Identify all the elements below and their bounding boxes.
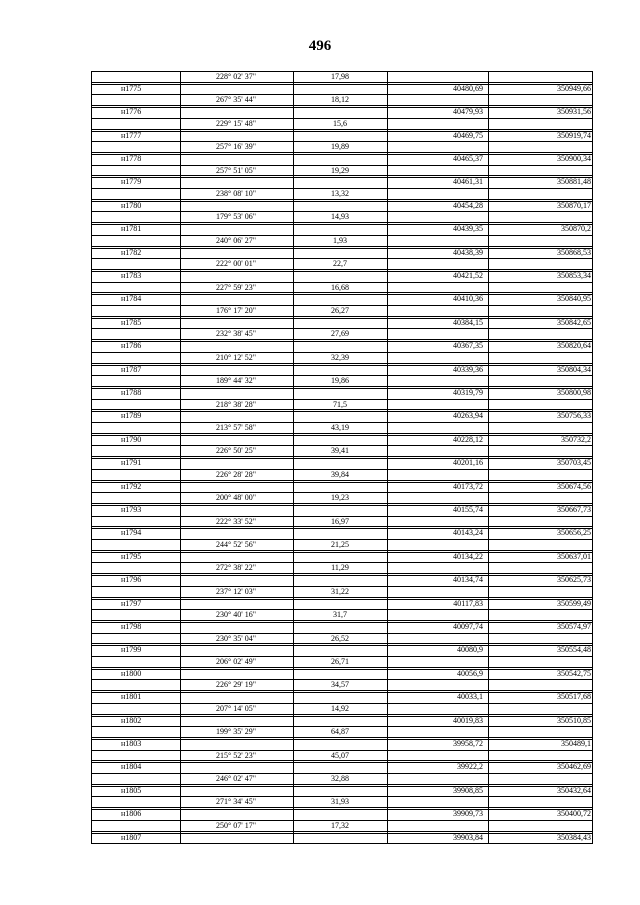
point-name: н1799 xyxy=(121,645,142,655)
point-name: н1801 xyxy=(121,692,142,702)
table-row-border xyxy=(91,690,593,693)
segment-distance: 14,92 xyxy=(331,703,349,713)
bearing-angle: 250° 07' 17" xyxy=(216,820,256,830)
table-row-border xyxy=(91,539,593,540)
table-row-border xyxy=(91,480,593,483)
bearing-angle: 267° 35' 44" xyxy=(216,95,256,105)
point-x-coordinate: 39909,73 xyxy=(453,809,483,819)
point-name: н1797 xyxy=(121,598,142,608)
bearing-angle: 232° 38' 45" xyxy=(216,329,256,339)
segment-distance: 16,97 xyxy=(331,516,349,526)
bearing-angle: 215° 52' 23" xyxy=(216,750,256,760)
bearing-angle: 176° 17' 20" xyxy=(216,306,256,315)
table-row-border xyxy=(91,586,593,587)
bearing-angle: 213° 57' 58" xyxy=(216,423,256,432)
table-row-border xyxy=(91,456,593,459)
point-x-coordinate: 40410,36 xyxy=(453,294,483,304)
point-y-coordinate: 350554,48 xyxy=(557,645,591,655)
point-x-coordinate: 40461,31 xyxy=(453,177,483,187)
coordinates-table xyxy=(91,71,593,843)
bearing-angle: 189° 44' 32" xyxy=(216,376,256,386)
table-row-border xyxy=(91,445,593,446)
bearing-angle: 230° 35' 04" xyxy=(216,633,256,643)
point-y-coordinate: 350625,73 xyxy=(557,575,591,585)
bearing-angle: 240° 06' 27" xyxy=(216,235,256,245)
point-x-coordinate: 40080,9 xyxy=(457,645,483,655)
table-row-border xyxy=(91,165,593,166)
bearing-angle: 237° 12' 03" xyxy=(216,586,256,596)
point-name: н1782 xyxy=(121,247,142,257)
table-row-border xyxy=(91,386,593,389)
table-row-border xyxy=(91,573,593,576)
point-y-coordinate: 350517,68 xyxy=(557,692,591,702)
table-row-border xyxy=(91,152,593,155)
table-row-border xyxy=(91,282,593,283)
point-y-coordinate: 350870,17 xyxy=(557,200,591,210)
bearing-angle: 238° 08' 10" xyxy=(216,189,256,198)
table-row-border xyxy=(91,94,593,95)
segment-distance: 31,93 xyxy=(331,797,349,807)
table-row-border xyxy=(91,550,593,553)
table-row-border xyxy=(91,503,593,506)
point-y-coordinate: 350853,34 xyxy=(557,270,591,280)
point-name: н1802 xyxy=(121,715,142,725)
point-x-coordinate: 40143,24 xyxy=(453,528,483,538)
point-x-coordinate: 40097,74 xyxy=(453,621,483,631)
table-row-border xyxy=(91,562,593,563)
point-x-coordinate: 39903,84 xyxy=(453,832,483,842)
point-y-coordinate: 350656,25 xyxy=(557,528,591,538)
bearing-angle: 218° 38' 28" xyxy=(216,399,256,409)
segment-distance: 26,27 xyxy=(331,306,349,315)
point-x-coordinate: 40367,35 xyxy=(453,341,483,351)
table-row-border xyxy=(91,328,593,329)
point-y-coordinate: 350800,98 xyxy=(557,387,591,397)
point-x-coordinate: 40454,28 xyxy=(453,200,483,210)
table-row-border xyxy=(91,526,593,529)
table-row-border xyxy=(91,633,593,634)
segment-distance: 11,29 xyxy=(331,563,349,573)
segment-distance: 31,7 xyxy=(333,610,347,620)
segment-distance: 19,89 xyxy=(331,142,349,152)
point-x-coordinate: 40465,37 xyxy=(453,153,483,163)
bearing-angle: 179° 53' 06" xyxy=(216,212,256,222)
table-row-border xyxy=(91,235,593,236)
table-row-border xyxy=(91,433,593,436)
point-x-coordinate: 40155,74 xyxy=(453,504,483,514)
point-x-coordinate: 40421,52 xyxy=(453,270,483,280)
bearing-angle: 257° 16' 39" xyxy=(216,142,256,152)
table-row-border xyxy=(91,643,593,646)
table-row-border xyxy=(91,305,593,306)
bearing-angle: 229° 15' 48" xyxy=(216,118,256,128)
point-name: н1781 xyxy=(121,224,142,234)
point-y-coordinate: 350542,75 xyxy=(557,668,591,678)
bearing-angle: 226° 50' 25" xyxy=(216,446,256,456)
point-y-coordinate: 350667,73 xyxy=(557,504,591,514)
point-x-coordinate: 40019,83 xyxy=(453,715,483,725)
point-name: н1793 xyxy=(121,504,142,514)
bearing-angle: 200° 48' 00" xyxy=(216,493,256,503)
segment-distance: 16,68 xyxy=(331,282,349,292)
point-name: н1788 xyxy=(121,387,142,397)
point-name: н1789 xyxy=(121,411,142,421)
point-name: н1779 xyxy=(121,177,142,187)
segment-distance: 43,19 xyxy=(331,423,349,432)
table-row-border xyxy=(91,352,593,353)
point-name: н1776 xyxy=(121,107,142,117)
page-number: 496 xyxy=(308,38,332,54)
point-y-coordinate: 350881,48 xyxy=(557,177,591,187)
segment-distance: 45,07 xyxy=(331,750,349,760)
segment-distance: 26,71 xyxy=(331,657,349,666)
point-x-coordinate: 40201,16 xyxy=(453,458,483,468)
segment-distance: 19,23 xyxy=(331,493,349,503)
table-row-border xyxy=(91,750,593,751)
bearing-angle: 226° 28' 28" xyxy=(216,469,256,479)
point-y-coordinate: 350462,69 xyxy=(557,762,591,772)
bearing-angle: 199° 35' 29" xyxy=(216,727,256,737)
table-row-border xyxy=(91,679,593,680)
table-row-border xyxy=(91,199,593,202)
table-row-border xyxy=(91,620,593,623)
point-x-coordinate: 39922,2 xyxy=(457,762,483,772)
segment-distance: 1,93 xyxy=(333,235,347,245)
table-row-border xyxy=(91,737,593,740)
bearing-angle: 222° 00' 01" xyxy=(216,259,256,269)
point-y-coordinate: 350870,2 xyxy=(561,224,591,234)
point-name: н1800 xyxy=(121,668,142,678)
point-x-coordinate: 40319,79 xyxy=(453,387,483,397)
point-y-coordinate: 350599,49 xyxy=(557,598,591,608)
point-name: н1790 xyxy=(121,434,142,444)
point-name: н1795 xyxy=(121,551,142,561)
point-y-coordinate: 350510,85 xyxy=(557,715,591,725)
table-row-border xyxy=(91,820,593,821)
bearing-angle: 207° 14' 05" xyxy=(216,703,256,713)
point-y-coordinate: 350919,74 xyxy=(557,130,591,140)
point-y-coordinate: 350840,95 xyxy=(557,294,591,304)
table-row-border xyxy=(91,409,593,412)
table-row-border xyxy=(91,796,593,797)
point-y-coordinate: 350489,1 xyxy=(561,738,591,748)
segment-distance: 27,69 xyxy=(331,329,349,339)
table-row-border xyxy=(91,597,593,600)
bearing-angle: 244° 52' 56" xyxy=(216,540,256,549)
bearing-angle: 228° 02' 37" xyxy=(216,72,256,81)
bearing-angle: 210° 12' 52" xyxy=(216,352,256,362)
segment-distance: 17,98 xyxy=(331,72,349,81)
table-row-border xyxy=(91,82,593,85)
point-name: н1775 xyxy=(121,83,142,93)
table-row-border xyxy=(91,773,593,774)
point-name: н1805 xyxy=(121,785,142,795)
table-row-border xyxy=(91,118,593,119)
table-row-border xyxy=(91,492,593,493)
table-row-border xyxy=(91,141,593,142)
point-name: н1798 xyxy=(121,621,142,631)
point-x-coordinate: 40384,15 xyxy=(453,317,483,327)
point-name: н1807 xyxy=(121,832,142,842)
point-x-coordinate: 40479,93 xyxy=(453,107,483,117)
segment-distance: 32,39 xyxy=(331,352,349,362)
point-y-coordinate: 350820,64 xyxy=(557,341,591,351)
point-y-coordinate: 350400,72 xyxy=(557,809,591,819)
table-row-border xyxy=(91,726,593,727)
segment-distance: 34,57 xyxy=(331,680,349,690)
point-y-coordinate: 350804,34 xyxy=(557,364,591,374)
segment-distance: 17,32 xyxy=(331,820,349,830)
point-y-coordinate: 350703,45 xyxy=(557,458,591,468)
point-x-coordinate: 40134,74 xyxy=(453,575,483,585)
point-y-coordinate: 350637,01 xyxy=(557,551,591,561)
bearing-angle: 222° 33' 52" xyxy=(216,516,256,526)
table-row-border xyxy=(91,469,593,470)
table-row-border xyxy=(91,656,593,657)
point-y-coordinate: 350384,43 xyxy=(557,832,591,842)
segment-distance: 15,6 xyxy=(333,118,347,128)
table-row-border xyxy=(91,703,593,704)
table-row-border xyxy=(91,843,593,844)
point-name: н1806 xyxy=(121,809,142,819)
table-row-border xyxy=(91,339,593,342)
point-x-coordinate: 40263,94 xyxy=(453,411,483,421)
segment-distance: 19,86 xyxy=(331,376,349,386)
segment-distance: 19,29 xyxy=(331,165,349,175)
bearing-angle: 271° 34' 45" xyxy=(216,797,256,807)
point-x-coordinate: 40438,39 xyxy=(453,247,483,257)
bearing-angle: 246° 02' 47" xyxy=(216,774,256,783)
segment-distance: 21,25 xyxy=(331,540,349,549)
point-x-coordinate: 40173,72 xyxy=(453,481,483,491)
point-name: н1783 xyxy=(121,270,142,280)
point-name: н1804 xyxy=(121,762,142,772)
table-row-border xyxy=(91,269,593,272)
point-x-coordinate: 40339,36 xyxy=(453,364,483,374)
table-row-border xyxy=(91,760,593,763)
point-name: н1787 xyxy=(121,364,142,374)
table-row-border xyxy=(91,258,593,259)
table-row-border xyxy=(91,363,593,366)
point-name: н1777 xyxy=(121,130,142,140)
point-name: н1791 xyxy=(121,458,142,468)
point-y-coordinate: 350732,2 xyxy=(561,434,591,444)
point-name: н1785 xyxy=(121,317,142,327)
table-row-border xyxy=(91,831,593,834)
point-name: н1792 xyxy=(121,481,142,491)
table-row-border xyxy=(91,246,593,249)
point-y-coordinate: 350900,34 xyxy=(557,153,591,163)
point-x-coordinate: 40480,69 xyxy=(453,83,483,93)
point-y-coordinate: 350432,64 xyxy=(557,785,591,795)
bearing-angle: 227° 59' 23" xyxy=(216,282,256,292)
segment-distance: 31,22 xyxy=(331,586,349,596)
table-row-border xyxy=(91,129,593,132)
point-name: н1778 xyxy=(121,153,142,163)
bearing-angle: 226° 29' 19" xyxy=(216,680,256,690)
table-row-border xyxy=(91,316,593,319)
segment-distance: 71,5 xyxy=(333,399,347,409)
table-row-border xyxy=(91,211,593,212)
point-x-coordinate: 39958,72 xyxy=(453,738,483,748)
point-y-coordinate: 350574,97 xyxy=(557,621,591,631)
table-row-border xyxy=(91,375,593,376)
segment-distance: 22,7 xyxy=(333,259,347,269)
point-x-coordinate: 40469,75 xyxy=(453,130,483,140)
table-row-border xyxy=(91,292,593,295)
point-y-coordinate: 350674,56 xyxy=(557,481,591,491)
segment-distance: 26,52 xyxy=(331,633,349,643)
bearing-angle: 257° 51' 05" xyxy=(216,165,256,175)
point-name: н1803 xyxy=(121,738,142,748)
point-name: н1780 xyxy=(121,200,142,210)
segment-distance: 64,87 xyxy=(331,727,349,737)
segment-distance: 32,88 xyxy=(331,774,349,783)
segment-distance: 14,93 xyxy=(331,212,349,222)
table-row-border xyxy=(91,105,593,108)
table-row-border xyxy=(91,422,593,423)
table-row-border xyxy=(91,188,593,189)
bearing-angle: 206° 02' 49" xyxy=(216,657,256,666)
table-row-border xyxy=(91,667,593,670)
point-name: н1784 xyxy=(121,294,142,304)
table-row-border xyxy=(91,175,593,178)
point-x-coordinate: 39908,85 xyxy=(453,785,483,795)
point-name: н1796 xyxy=(121,575,142,585)
table-row-border xyxy=(91,222,593,225)
table-row-border xyxy=(91,71,593,72)
point-x-coordinate: 40439,35 xyxy=(453,224,483,234)
point-x-coordinate: 40117,83 xyxy=(453,598,483,608)
segment-distance: 18,12 xyxy=(331,95,349,105)
table-row-border xyxy=(91,609,593,610)
point-y-coordinate: 350756,33 xyxy=(557,411,591,421)
bearing-angle: 230° 40' 16" xyxy=(216,610,256,620)
table-row-border xyxy=(91,516,593,517)
point-y-coordinate: 350868,53 xyxy=(557,247,591,257)
point-x-coordinate: 40228,12 xyxy=(453,434,483,444)
segment-distance: 39,84 xyxy=(331,469,349,479)
bearing-angle: 272° 38' 22" xyxy=(216,563,256,573)
point-x-coordinate: 40056,9 xyxy=(457,668,483,678)
point-x-coordinate: 40033,1 xyxy=(457,692,483,702)
table-row-border xyxy=(91,399,593,400)
segment-distance: 13,32 xyxy=(331,189,349,198)
table-row-border xyxy=(91,807,593,810)
point-x-coordinate: 40134,22 xyxy=(453,551,483,561)
point-name: н1794 xyxy=(121,528,142,538)
table-row-border xyxy=(91,714,593,717)
segment-distance: 39,41 xyxy=(331,446,349,456)
point-name: н1786 xyxy=(121,341,142,351)
point-y-coordinate: 350842,65 xyxy=(557,317,591,327)
point-y-coordinate: 350949,66 xyxy=(557,83,591,93)
point-y-coordinate: 350931,56 xyxy=(557,107,591,117)
table-row-border xyxy=(91,784,593,787)
